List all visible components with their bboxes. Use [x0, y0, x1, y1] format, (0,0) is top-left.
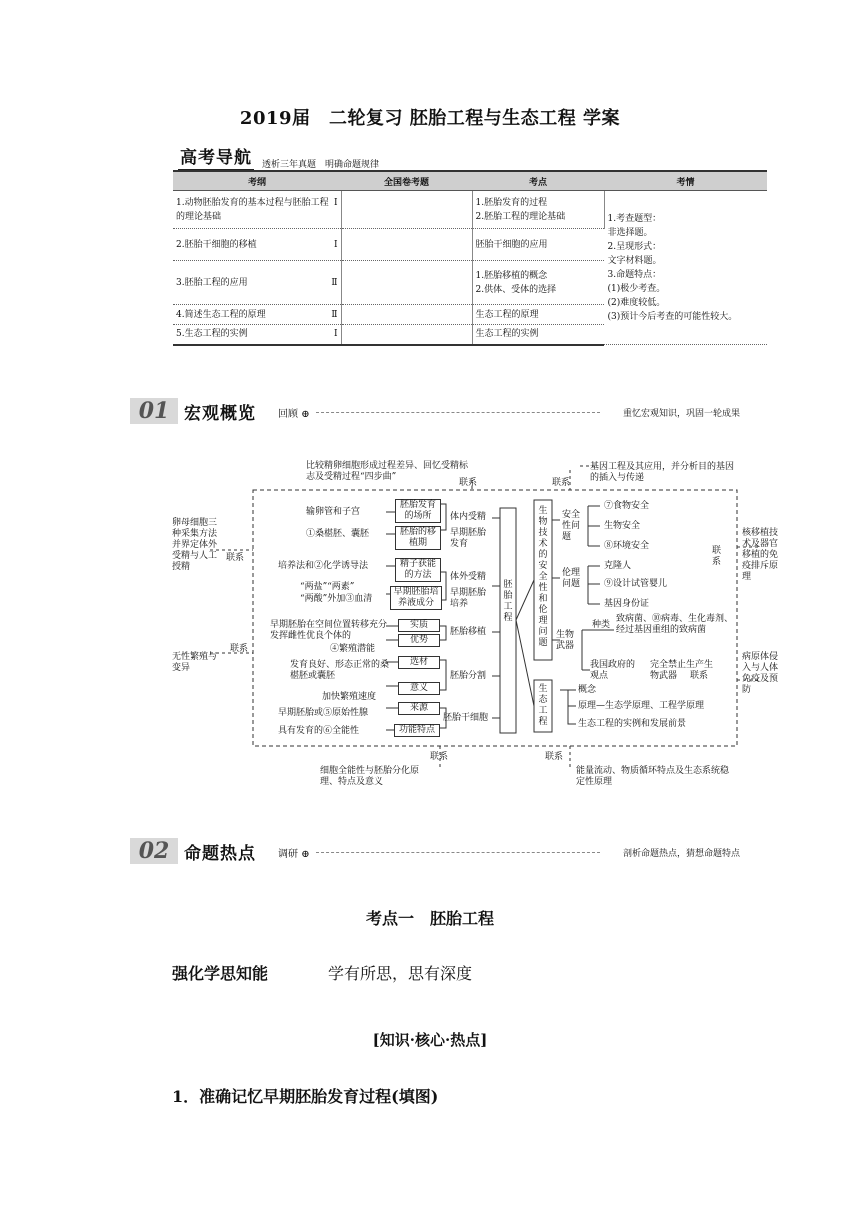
circle-arrow-icon: ⊕ — [301, 849, 310, 860]
mm-process: 胚胎移植 — [450, 627, 487, 637]
col-header: 考纲 — [173, 171, 341, 191]
mm-link: 联系 — [690, 671, 709, 681]
level: Ⅱ — [331, 277, 338, 288]
outline: 1.动物胚胎发育的基本过程与胚胎工程的理论基础 — [176, 197, 329, 222]
outline: 4.简述生态工程的原理 — [176, 309, 266, 320]
mm-weapon-label: 生物武器 — [556, 630, 575, 651]
mm-process: 体外受精 — [450, 572, 487, 582]
col-header: 考点 — [472, 171, 604, 191]
mm-link: 联系 — [430, 752, 449, 762]
mm-link: 联系 — [226, 553, 245, 563]
mm-weapon-item: 完全禁止生产生物武器 — [650, 660, 714, 681]
mm-bottom-left-note: 细胞全能性与胚胎分化原理、特点及意义 — [320, 766, 420, 787]
mm-left-item: 早期胚胎或⑤原始性腺 — [278, 708, 369, 718]
mm-mid-box: 选材 — [398, 656, 440, 669]
section-bar-02 — [130, 838, 740, 864]
outline: 2.胚胎干细胞的移植 — [176, 239, 257, 250]
mm-weapon-item: 致病菌、⑩病毒、生化毒剂、经过基因重组的致病菌 — [616, 614, 734, 635]
mm-ethic-item: ⑨设计试管婴儿 — [604, 579, 668, 589]
mm-right-note-2: 病原体侵入与人体免疫及预防 — [742, 652, 779, 695]
mm-left-note-1: 卵母细胞三种采集方法并界定体外受精与人工授精 — [172, 518, 218, 572]
col-header: 考情 — [604, 171, 767, 191]
heading-strengthen-bold: 强化学思知能 — [172, 964, 269, 983]
mm-safety-item: ⑧环境安全 — [604, 541, 650, 551]
mm-safety-item: ⑦食物安全 — [604, 501, 650, 511]
mm-left-item: 早期胚胎在空间位置转移充分发挥雌性优良个体的 — [270, 620, 388, 641]
mm-top-left-note: 比较精卵细胞形成过程差异、回忆受精标志及受精过程“四步曲” — [306, 461, 469, 482]
mm-weapon-kind: 种类 — [592, 620, 611, 630]
mm-left-item: “两盐”“两素” — [300, 582, 355, 592]
mm-top-right-note: 基因工程及其应用，并分析目的基因的插入与传递 — [590, 462, 735, 483]
mm-process: 早期胚胎培养 — [450, 588, 487, 609]
mm-mid-box: 胚胎发育的场所 — [395, 499, 441, 523]
mm-mid-box: 功能特点 — [394, 724, 440, 737]
mm-eco-item: 原理—生态学原理、工程学原理 — [578, 701, 705, 711]
mm-ethic-label: 伦理问题 — [562, 568, 581, 589]
col-header: 全国卷考题 — [341, 171, 472, 191]
section-right-text: 剖析命题热点，猜想命题特点 — [622, 849, 740, 859]
page-title: 2019届 二轮复习 胚胎工程与生态工程 学案 — [239, 108, 621, 129]
mm-left-item: 加快繁殖速度 — [322, 692, 377, 702]
mm-mid-box: 胚胎的移植期 — [395, 526, 441, 550]
mm-mid-box: 意义 — [398, 682, 440, 695]
mm-left-item: 发育良好、形态正常的桑椹胚或囊胚 — [290, 660, 390, 681]
heading-kaodian: 考点一 胚胎工程 — [365, 909, 494, 928]
heading-strengthen — [172, 961, 472, 984]
table-cell: 生态工程的实例 — [472, 325, 604, 345]
section-number: 01 — [130, 398, 178, 424]
mm-left-item: 培养法和②化学诱导法 — [278, 561, 369, 571]
mm-safety-label: 安全性问题 — [562, 510, 581, 542]
mm-mid-box: 实质 — [398, 619, 440, 632]
mm-weapon-view: 我国政府的观点 — [590, 660, 636, 681]
section-right-text: 重忆宏观知识，巩固一轮成果 — [622, 409, 740, 419]
mm-left-item: ④繁殖潜能 — [330, 644, 376, 654]
mm-safety: 生物技术的安全性和伦理问题 — [538, 506, 548, 648]
dashed-divider — [316, 852, 600, 853]
level: Ⅰ — [333, 329, 338, 340]
mm-left-item: “两酸”外加③血清 — [300, 594, 373, 604]
mm-link: 联系 — [712, 546, 722, 567]
mm-link: 联系 — [459, 478, 478, 488]
section-name: 命题热点 — [184, 844, 256, 864]
mm-link: 联系 — [552, 478, 571, 488]
mm-left-item: ①桑椹胚、囊胚 — [306, 529, 370, 539]
level: Ⅰ — [333, 197, 338, 208]
mm-left-note-2: 无性繁殖与变异 — [172, 652, 218, 673]
mm-mid-box: 来源 — [398, 702, 440, 715]
outline: 5.生态工程的实例 — [176, 329, 248, 340]
mm-ethic-item: 克隆人 — [604, 561, 632, 571]
mm-left-item: 具有发育的⑥全能性 — [278, 726, 360, 736]
outline: 3.胚胎工程的应用 — [176, 277, 248, 288]
table-cell: 1.胚胎移植的概念 2.供体、受体的选择 — [472, 261, 604, 305]
nav-subtitle: 透析三年真题 明确命题规律 — [262, 160, 380, 170]
mm-safety-item: 生物安全 — [604, 521, 641, 531]
mm-right-note-1: 核移植技术及器官移植的免疫排斥原理 — [742, 528, 779, 582]
section-number: 02 — [130, 838, 178, 864]
section-tag-text: 调研 — [278, 849, 298, 860]
circle-arrow-icon: ⊕ — [301, 409, 310, 420]
situation-cell: 1.考查题型： 非选择题。 2.呈现形式： 文字材料题。 3.命题特点： (1)极少考查。 (2)难度较低。 (3)预计今后考查的可能性较大。 — [604, 191, 767, 345]
mm-link: 联系 — [545, 752, 564, 762]
mm-process: 早期胚胎发育 — [450, 528, 487, 549]
mm-center: 胚胎工程 — [503, 580, 513, 623]
mm-process: 体内受精 — [450, 512, 487, 522]
mm-bottom-right-note: 能量流动、物质循环特点及生态系统稳定性原理 — [576, 766, 730, 787]
mm-eco-item: 概念 — [578, 685, 597, 695]
mm-mid-box: 早期胚胎培养液成分 — [390, 586, 442, 610]
section-tag — [278, 845, 310, 860]
level: Ⅰ — [333, 239, 338, 250]
mm-eco: 生态工程 — [538, 684, 548, 727]
mm-mid-box: 精子获能的方法 — [395, 558, 441, 582]
mm-left-item: 输卵管和子宫 — [306, 507, 361, 517]
mm-mid-box: 优势 — [398, 634, 440, 647]
table-cell: 1.胚胎发育的过程 2.胚胎工程的理论基础 — [472, 191, 604, 229]
table-cell: 胚胎干细胞的应用 — [472, 229, 604, 261]
heading-strengthen-text: 学有所思，思有深度 — [328, 964, 473, 983]
mm-ethic-item: 基因身份证 — [604, 599, 650, 609]
section-tag-text: 回顾 — [278, 409, 298, 420]
mm-process: 胚胎分割 — [450, 671, 487, 681]
heading-knowledge: [知识·核心·热点] — [372, 1031, 488, 1049]
mm-process: 胚胎干细胞 — [443, 713, 489, 723]
table-cell: 生态工程的原理 — [472, 305, 604, 325]
mm-eco-item: 生态工程的实例和发展前景 — [578, 719, 687, 729]
nav-title: 高考导航 — [178, 143, 254, 172]
section-name: 宏观概览 — [184, 404, 256, 424]
heading-item-1: 1．准确记忆早期胚胎发育过程(填图) — [172, 1087, 439, 1106]
level: Ⅱ — [331, 309, 338, 320]
mm-link: 联系 — [230, 644, 249, 654]
